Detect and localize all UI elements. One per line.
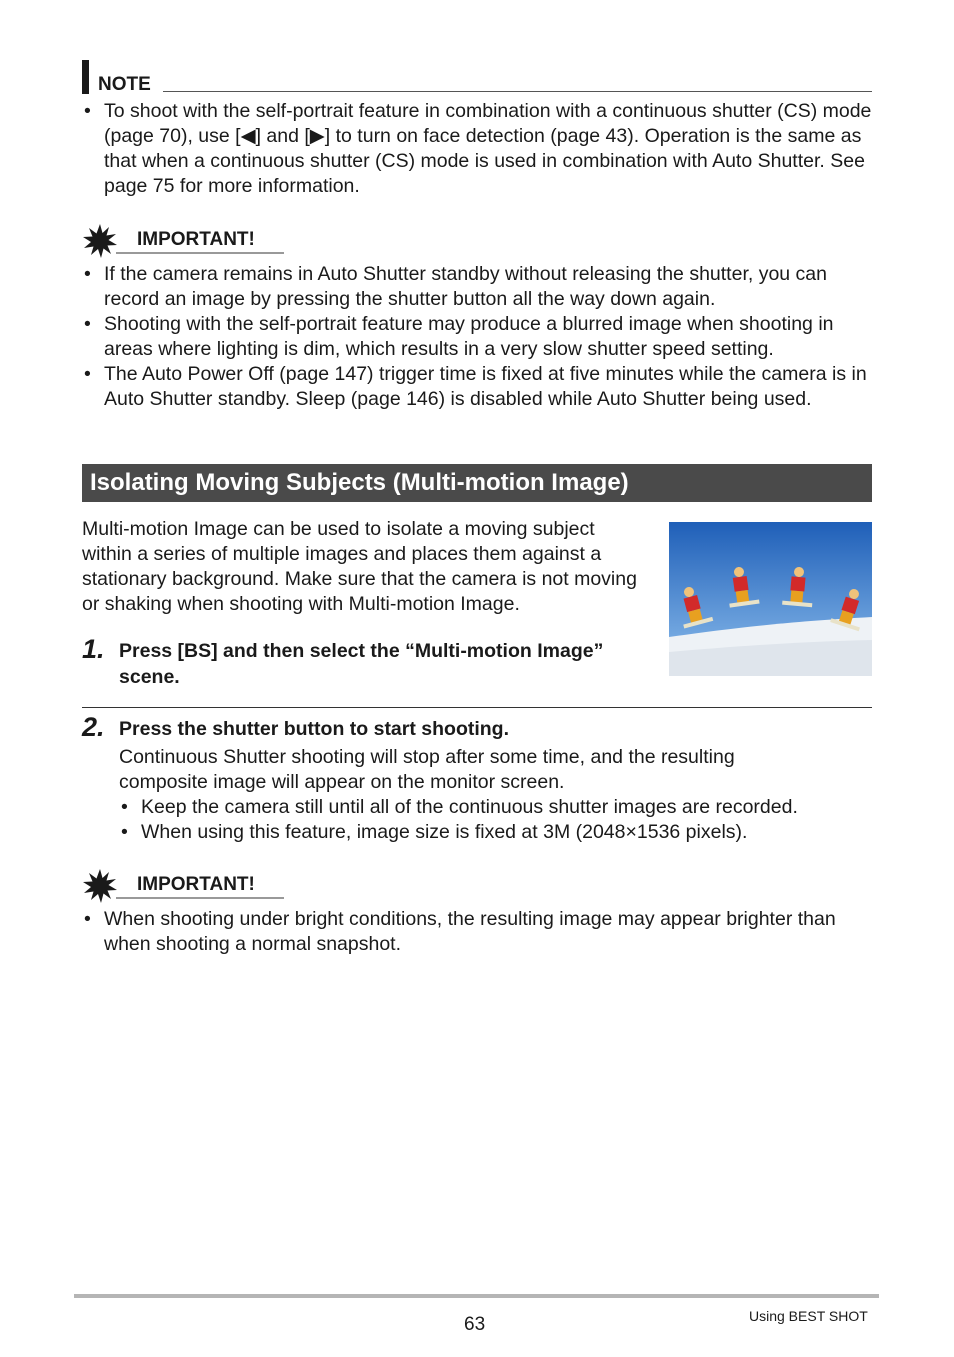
note-bullet: • To shoot with the self-portrait feature in combination with a continuous shutter (CS) mode (page 70), use [◀] and [▶] to turn on face detection (page 43). Operation is the same as that when a continuous shutter (CS) mode is used in combination with Auto Shutter. See page 75 for more information. [82,99,872,199]
important-list [82,907,872,957]
important-rule [116,252,284,254]
important-bullet: • Shooting with the self-portrait feature may produce a blurred image when shooting in areas where lighting is dim, which results in a very slow shutter speed setting. [82,312,872,362]
step-2-title: Press the shutter button to start shooting. [119,718,510,740]
page-number: 63 [464,1314,486,1335]
note-list [82,99,872,199]
step-2-body: Continuous Shutter shooting will stop after some time, and the resulting composite image will appear on the monitor screen. [119,746,735,793]
section-intro: Multi-motion Image can be used to isolate a moving subject within a series of multiple images and places them against a stationary background. Make sure that the camera is not moving or shaking when shooting with Multi-motion Image. [82,518,637,615]
step-2-bullet: • When using this feature, image size is fixed at 3M (2048×1536 pixels). [119,820,872,845]
important-label: IMPORTANT! [137,229,255,250]
step-1-title: Press [BS] and then select the “Multi-motion Image” scene. [119,640,604,688]
note-label: NOTE [98,74,151,95]
step-2-number: 2. [82,712,105,742]
important-bullet: • The Auto Power Off (page 147) trigger time is fixed at five minutes while the camera is in Auto Shutter standby. Sleep (page 146) is disabled while Auto Shutter being used. [82,362,872,412]
multi-motion-sample-photo [669,522,872,676]
important-label: IMPORTANT! [137,874,255,895]
footer-rule [74,1294,879,1298]
step-2-bullet: • Keep the camera still until all of the continuous shutter images are recorded. [119,795,872,820]
important-burst-icon [83,224,117,258]
important-list [82,262,872,412]
section-heading: Isolating Moving Subjects (Multi-motion Image) [82,464,872,502]
step-divider [82,707,872,708]
step-2-list [119,795,872,845]
important-bullet: • If the camera remains in Auto Shutter standby without releasing the shutter, you can record an image by pressing the shutter button all the way down again. [82,262,872,312]
step-1-number: 1. [82,634,105,664]
note-rule [163,91,872,92]
chapter-title: Using BEST SHOT [749,1308,868,1324]
important-rule [116,897,284,899]
important-bullet: • When shooting under bright conditions, the resulting image may appear brighter than when shooting a normal snapshot. [82,907,872,957]
note-marker [82,60,89,94]
important-burst-icon [83,869,117,903]
